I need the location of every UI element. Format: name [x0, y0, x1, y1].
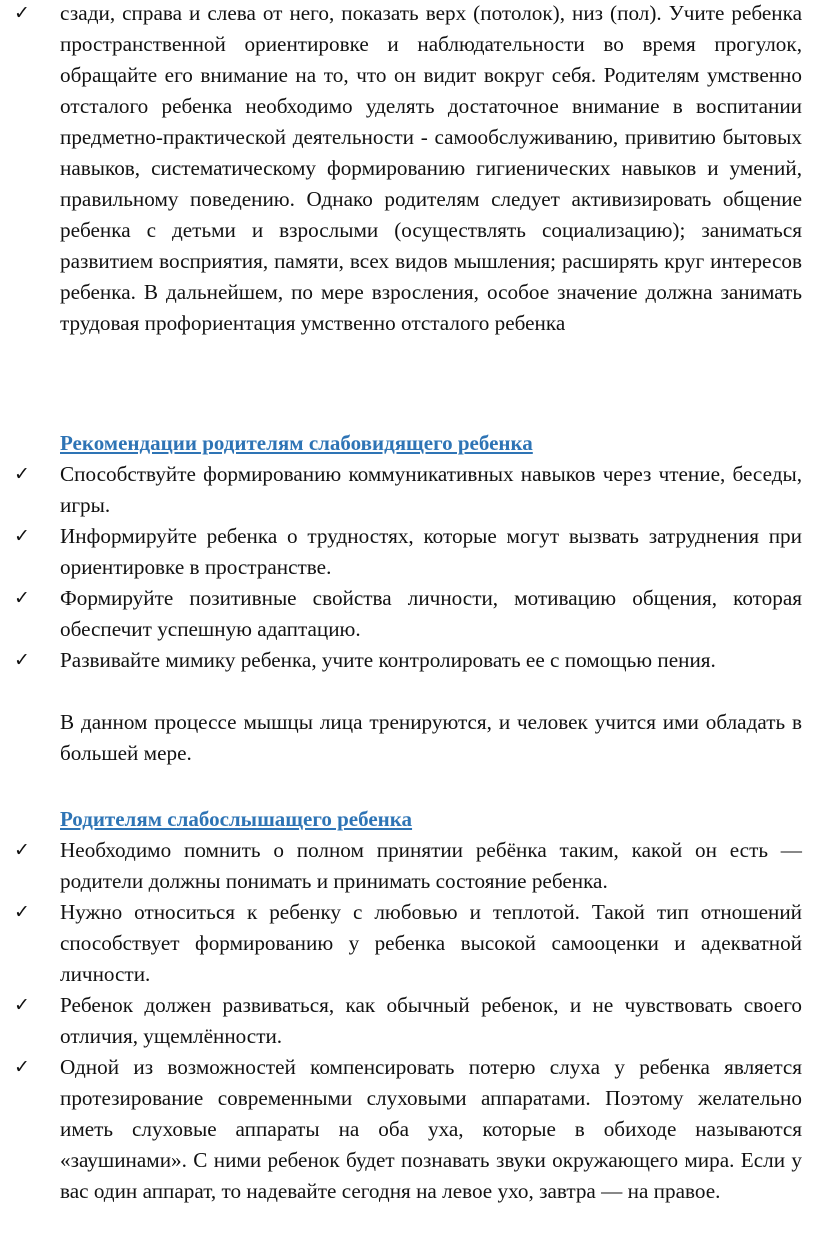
checkmark-icon: ✓: [14, 587, 30, 609]
list-item: [14, 0, 802, 339]
list-item: [14, 897, 802, 990]
list-item: [14, 645, 802, 676]
list-item: [14, 835, 802, 897]
list-item-text: Развивайте мимику ребенка, учите контролировать ее с помощью пения.: [60, 648, 716, 672]
checkmark-icon: ✓: [14, 994, 30, 1016]
checkmark-icon: ✓: [14, 525, 30, 547]
list-item-text: Способствуйте формированию коммуникативных навыков через чтение, беседы, игры.: [60, 462, 802, 517]
list-item: [14, 521, 802, 583]
list-item: [14, 990, 802, 1052]
checkmark-icon: ✓: [14, 2, 30, 24]
list-item-text: Одной из возможностей компенсировать потерю слуха у ребенка является протезирование современными слуховыми аппаратами. Поэтому желательно иметь слуховые аппараты на оба уха, которые в обиходе называются «заушинами». С ними ребенок будет познавать звуки окружающего мира. Если у вас один аппарат, то надевайте сегодня на левое ухо, завтра — на правое.: [60, 1055, 802, 1203]
list-item-text: Нужно относиться к ребенку с любовью и теплотой. Такой тип отношений способствует формированию у ребенка высокой самооценки и адекватной личности.: [60, 900, 802, 986]
list-item: [14, 583, 802, 645]
checkmark-icon: ✓: [14, 1056, 30, 1078]
list-item-text: Необходимо помнить о полном принятии ребёнка таким, какой он есть — родители должны понимать и принимать состояние ребенка.: [60, 838, 802, 893]
checkmark-icon: ✓: [14, 839, 30, 861]
section-hearing-impaired: [0, 804, 802, 1207]
section-heading: Рекомендации родителям слабовидящего ребенка: [60, 431, 533, 455]
section-heading: Родителям слабослышащего ребенка: [60, 807, 413, 831]
note-paragraph: В данном процессе мышцы лица тренируются, и человек учится ими обладать в большей мере.: [60, 710, 802, 765]
list-item-text: Формируйте позитивные свойства личности, мотивацию общения, которая обеспечит успешную адаптацию.: [60, 586, 802, 641]
checkmark-icon: ✓: [14, 649, 30, 671]
list-item-text: Ребенок должен развиваться, как обычный ребенок, и не чувствовать своего отличия, ущемлённости.: [60, 993, 802, 1048]
list-item-text: Информируйте ребенка о трудностях, которые могут вызвать затруднения при ориентировке в пространстве.: [60, 524, 802, 579]
checkmark-icon: ✓: [14, 463, 30, 485]
list-item: [14, 459, 802, 521]
checkmark-icon: ✓: [14, 901, 30, 923]
list-item-text: сзади, справа и слева от него, показать верх (потолок), низ (пол). Учите ребенка пространственной ориентировке и наблюдательности во время прогулок, обращайте его внимание на то, что он видит вокруг себя. Родителям умственно отсталого ребенка необходимо уделять достаточное внимание в воспитании предметно-практической деятельности - самообслуживанию, привитию бытовых навыков, систематическому формированию гигиенических навыков и умений, правильному поведению. Однако родителям следует активизировать общение ребенка с детьми и взрослыми (осуществлять социализацию); заниматься развитием восприятия, памяти, всех видов мышления; расширять круг интересов ребенка. В дальнейшем, по мере взросления, особое значение должна занимать трудовая профориентация умственно отсталого ребенка: [60, 1, 802, 335]
list-item: [14, 1052, 802, 1207]
section-visually-impaired: [0, 428, 802, 769]
